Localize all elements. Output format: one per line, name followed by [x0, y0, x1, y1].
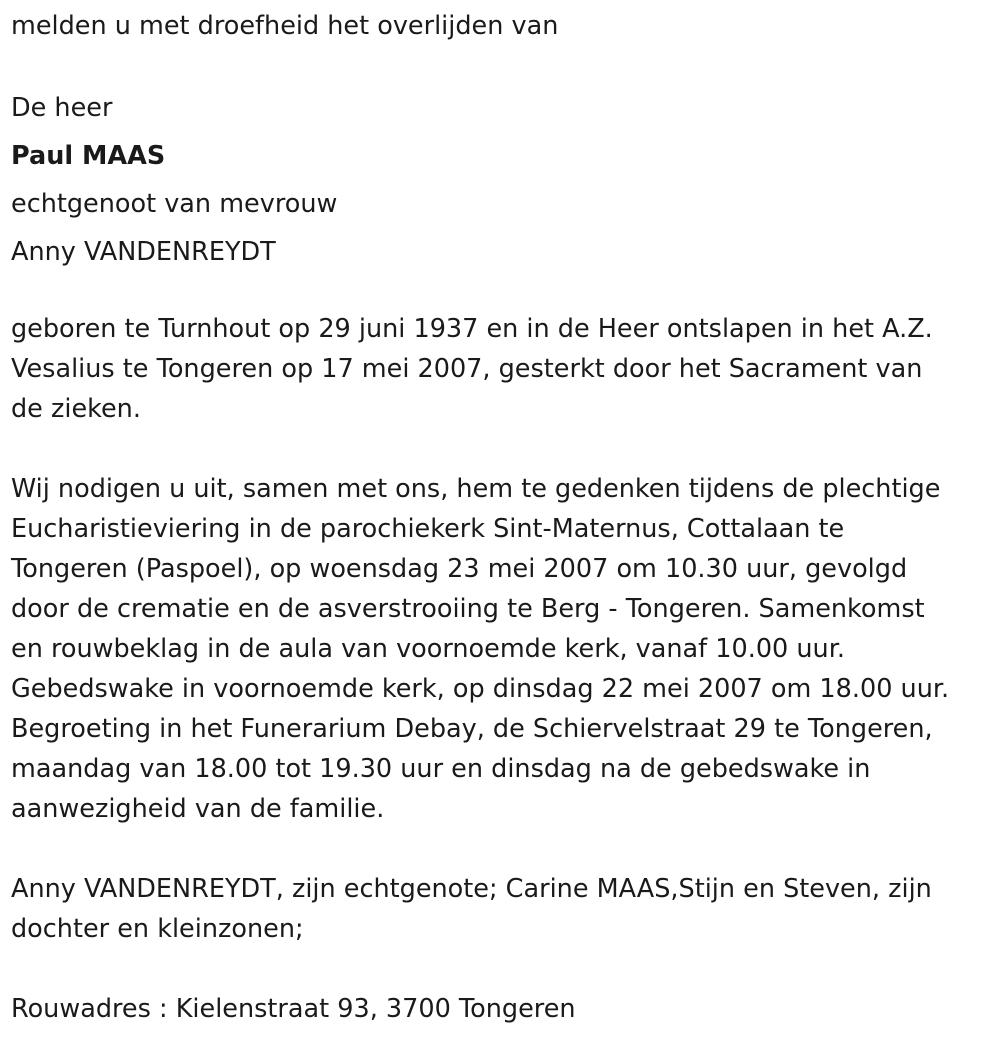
- spouse-name: Anny VANDENREYDT: [11, 237, 276, 267]
- deceased-name: Paul MAAS: [11, 141, 166, 171]
- paragraph-line: Vesalius te Tongeren op 17 mei 2007, gesterkt door het Sacrament van: [11, 354, 923, 384]
- obituary-document: [11, 0, 986, 1029]
- intro-text: melden u met droefheid het overlijden van: [11, 11, 559, 41]
- paragraph-line: Anny VANDENREYDT, zijn echtgenote; Carine MAAS,Stijn en Steven, zijn: [11, 874, 932, 904]
- paragraph-line: Wij nodigen u uit, samen met ons, hem te gedenken tijdens de plechtige: [11, 474, 941, 504]
- mourning-address: Rouwadres : Kielenstraat 93, 3700 Tongeren: [11, 994, 576, 1024]
- spacer: [11, 829, 986, 869]
- paragraph-line: Tongeren (Paspoel), op woensdag 23 mei 2007 om 10.30 uur, gevolgd: [11, 554, 908, 584]
- spacer: [11, 276, 986, 309]
- paragraph-line: door de crematie en de asverstrooiing te Berg - Tongeren. Samenkomst: [11, 594, 925, 624]
- spouse-label: echtgenoot van mevrouw: [11, 189, 338, 219]
- spacer: [11, 429, 986, 469]
- ceremony-paragraph: [11, 469, 986, 829]
- paragraph-line: maandag van 18.00 tot 19.30 uur en dinsdag na de gebedswake in: [11, 754, 871, 784]
- paragraph-line: dochter en kleinzonen;: [11, 914, 304, 944]
- birth-death-paragraph: [11, 309, 986, 429]
- paragraph-line: geboren te Turnhout op 29 juni 1937 en in de Heer ontslapen in het A.Z.: [11, 314, 933, 344]
- family-paragraph: [11, 869, 986, 949]
- spacer: [11, 52, 986, 84]
- paragraph-line: aanwezigheid van de familie.: [11, 794, 385, 824]
- paragraph-line: en rouwbeklag in de aula van voornoemde kerk, vanaf 10.00 uur.: [11, 634, 845, 664]
- salutation: De heer: [11, 93, 113, 123]
- paragraph-line: de zieken.: [11, 394, 141, 424]
- paragraph-line: Gebedswake in voornoemde kerk, op dinsdag 22 mei 2007 om 18.00 uur.: [11, 674, 950, 704]
- spacer: [11, 949, 986, 989]
- paragraph-line: Begroeting in het Funerarium Debay, de Schiervelstraat 29 te Tongeren,: [11, 714, 933, 744]
- paragraph-line: Eucharistieviering in de parochiekerk Sint-Maternus, Cottalaan te: [11, 514, 845, 544]
